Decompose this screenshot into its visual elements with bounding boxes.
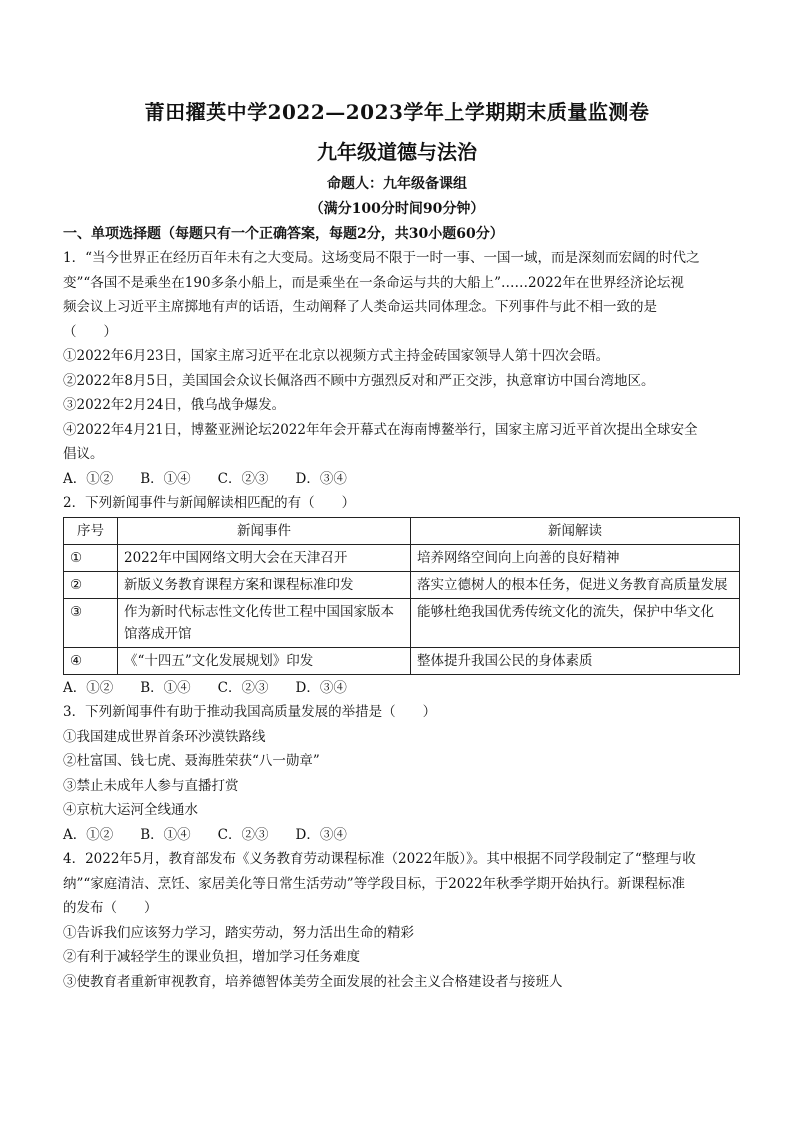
- table-row: [64, 598, 740, 647]
- question-item: ③使教育者重新审视教育，培养德智体美劳全面发展的社会主义合格建设者与接班人: [63, 973, 563, 990]
- question-4: [63, 847, 739, 994]
- question-stem-line: （ ）: [63, 323, 117, 340]
- question-item: ②有利于减轻学生的课业负担，增加学习任务难度: [63, 949, 360, 965]
- question-stem-line: 纳”“家庭清洁、烹饪、家居美化等日常生活劳动”等学段目标，于2022年秋季学期开始执行。新课程标准: [63, 875, 686, 892]
- question-3: [63, 700, 739, 847]
- table-cell: 能够杜绝我国优秀传统文化的流失，保护中华文化: [411, 598, 740, 647]
- question-stem-line: 4．2022年5月，教育部发布《义务教育劳动课程标准（2022年版）》。其中根据不同学段制定了“整理与收: [63, 851, 696, 867]
- question-stem-line: 的发布（ ）: [63, 900, 158, 916]
- question-item: ③禁止未成年人参与直播打赏: [63, 777, 239, 794]
- question-1: [63, 246, 739, 491]
- question-stem-line: 3．下列新闻事件有助于推动我国高质量发展的举措是（ ）: [63, 704, 437, 720]
- exam-scoring: （满分100分时间90分钟）: [309, 201, 485, 217]
- question-item: ①告诉我们应该努力学习，踏实劳动，努力活出生命的精彩: [63, 924, 414, 941]
- section-title: 一、单项选择题（每题只有一个正确答案，每题2分，共30小题60分）: [63, 226, 504, 242]
- table-cell: 《“十四五”文化发展规划》印发: [118, 647, 411, 674]
- exam-subject: 九年级道德与法治: [317, 140, 477, 164]
- news-table: [63, 517, 740, 675]
- table-cell: ①: [64, 544, 118, 571]
- table-cell: 新版义务教育课程方案和课程标准印发: [118, 571, 411, 598]
- answer-options: A．①② B．①④ C．②③ D．③④: [63, 679, 347, 696]
- question-stem-line: 变”“各国不是乘坐在190多条小船上，而是乘坐在一条命运与共的大船上”……2022年在世界经济论坛视: [63, 274, 684, 291]
- table-cell: 2022年中国网络文明大会在天津召开: [118, 544, 411, 571]
- question-item: ③2022年2月24日，俄乌战争爆发。: [63, 397, 286, 413]
- table-row: [64, 571, 740, 598]
- question-item: 倡议。: [63, 446, 104, 462]
- table-header: 新闻解读: [411, 517, 740, 544]
- table-cell: ②: [64, 571, 118, 598]
- question-2: [63, 491, 739, 700]
- question-item: ①2022年6月23日，国家主席习近平在北京以视频方式主持金砖国家领导人第十四次会晤。: [63, 348, 610, 364]
- answer-options: A．①② B．①④ C．②③ D．③④: [63, 826, 347, 843]
- question-stem-line: 2．下列新闻事件与新闻解读相匹配的有（ ）: [63, 495, 356, 511]
- exam-title: 莆田擢英中学2022—2023学年上学期期末质量监测卷: [144, 100, 650, 124]
- question-stem-line: 频会议上习近平主席掷地有声的话语，生动阐释了人类命运共同体理念。下列事件与此不相一致的是: [63, 299, 657, 315]
- question-item: ④京杭大运河全线通水: [63, 802, 198, 818]
- table-cell: 落实立德树人的根本任务，促进义务教育高质量发展: [411, 571, 740, 598]
- table-row: [64, 544, 740, 571]
- table-header: 序号: [64, 517, 118, 544]
- table-header: 新闻事件: [118, 517, 411, 544]
- question-item: ②杜富国、钱七虎、聂海胜荣获“八一勋章”: [63, 753, 320, 769]
- table-cell: ③: [64, 598, 118, 647]
- question-item: ①我国建成世界首条环沙漠铁路线: [63, 728, 266, 745]
- table-cell: ④: [64, 647, 118, 674]
- exam-author: 命题人：九年级备课组: [327, 176, 467, 192]
- table-header-row: [64, 517, 740, 544]
- table-cell: 培养网络空间向上向善的良好精神: [411, 544, 740, 571]
- question-item: ④2022年4月21日，博鳌亚洲论坛2022年年会开幕式在海南博鳌举行，国家主席习近平首次提出全球安全: [63, 421, 698, 438]
- exam-content: [63, 222, 739, 994]
- question-stem-line: 1．“当今世界正在经历百年未有之大变局。这场变局不限于一时一事、一国一域，而是深刻而宏阔的时代之: [63, 250, 700, 266]
- table-row: [64, 647, 740, 674]
- table-cell: 作为新时代标志性文化传世工程中国国家版本馆落成开馆: [118, 598, 411, 647]
- answer-options: A．①② B．①④ C．②③ D．③④: [63, 470, 347, 487]
- question-item: ②2022年8月5日，美国国会众议长佩洛西不顾中方强烈反对和严正交涉，执意窜访中国台湾地区。: [63, 372, 655, 389]
- table-cell: 整体提升我国公民的身体素质: [411, 647, 740, 674]
